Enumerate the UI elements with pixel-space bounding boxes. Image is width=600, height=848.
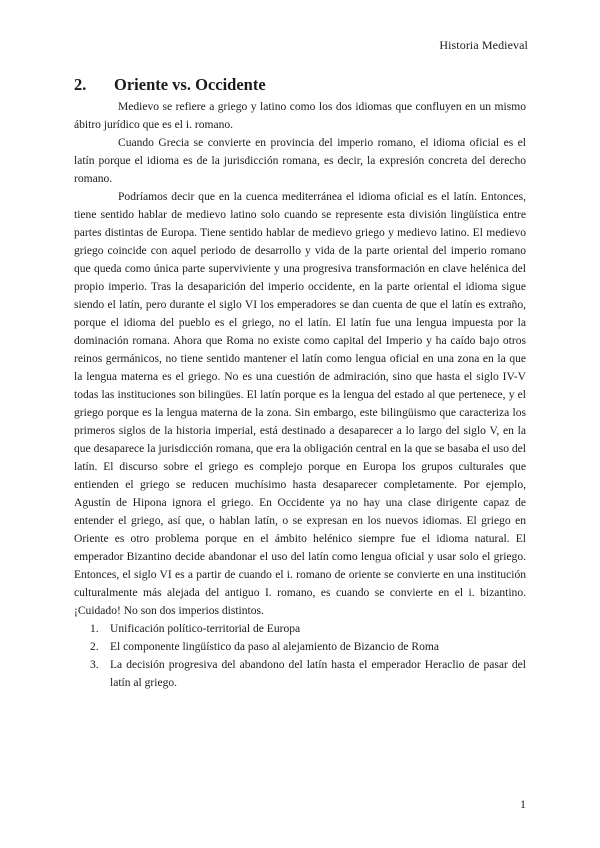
list-item-text: La decisión progresiva del abandono del latín hasta el emperador Heraclio de pasar del latín al griego. [110,659,526,689]
page-number: 1 [520,797,526,811]
paragraph: Podríamos decir que en la cuenca mediterránea el idioma oficial es el latín. Entonces, tiene sentido hablar de medievo latino solo cuando se represente esta división lingüística entre partes distintas de Europa. Tiene sentido hablar de medievo griego y medievo latino. El medievo griego coincide con aquel periodo de desarrollo y vida de la parte oriental del imperio romano que queda como única parte superviviente y una progresiva transformación en clave helénica del propio imperio. Tras la desaparición del imperio occidente, en la parte oriental el idioma sigue siendo el latín, pero durante el siglo VI los emperadores se dan cuenta de que el latín es extraño, porque el idioma del pueblo es el griego, no el latín. El latín fue una lengua impuesta por la dominación romana. Ahora que Roma no existe como capital del Imperio y ha caído bajo otros reinos germánicos, no tiene sentido mantener el latín como lengua oficial en una zona en la que la lengua materna es el griego. No es una cuestión de admiración, sino que hasta el siglo IV-V todas las instituciones son bilingües. El latín porque es la lengua del estado al que pertenece, y el griego porque es la lengua materna de la zona. Sin embargo, este bilingüismo que caracteriza los primeros siglos de la historia imperial, está destinado a desaparecer a lo largo del siglo V, en la que desaparece la jurisdicción romana, que era la obligación central en la que se basaba el uso del latín. El discurso sobre el griego es complejo porque en Europa los grupos culturales que entienden el griego se reducen muchísimo hasta desaparecer completamente. Por ejemplo, Agustín de Hipona ignora el griego. En Occidente ya no hay una clase dirigente capaz de entender el griego, así que, o hablan latín, o se expresan en los nuevos idiomas. El griego en Oriente es otro problema porque en el ámbito helénico siempre fue el idioma natural. El emperador Bizantino decide abandonar el uso del latín como lengua oficial y usar solo el griego. Entonces, el siglo VI es a partir de cuando el i. romano de oriente se convierte en una institución culturalmente más alejada del antiguo I. romano, es cuando se convierte en el i. bizantino. ¡Cuidado! No son dos imperios distintos. [74,191,526,617]
section-title: Oriente vs. Occidente [114,75,266,94]
section-number: 2. [74,75,87,94]
list-item [74,656,526,692]
list-marker: 1. [90,623,99,635]
list-marker: 3. [90,659,99,671]
list-item [74,620,526,638]
list-item [74,638,526,656]
section-heading [74,75,266,95]
list-item-text: Unificación político-territorial de Europa [110,623,301,635]
document-body [74,98,526,692]
list-item-text: El componente lingüístico da paso al alejamiento de Bizancio de Roma [110,641,439,653]
list-marker: 2. [90,641,99,653]
paragraph: Cuando Grecia se convierte en provincia del imperio romano, el idioma oficial es el latín porque el idioma es de la jurisdicción romana, es decir, la expresión concreta del derecho romano. [74,137,526,185]
paragraph: Medievo se refiere a griego y latino como los dos idiomas que confluyen en un mismo ábitro jurídico que es el i. romano. [74,101,526,131]
running-header: Historia Medieval [439,38,528,52]
numbered-list [74,620,526,692]
